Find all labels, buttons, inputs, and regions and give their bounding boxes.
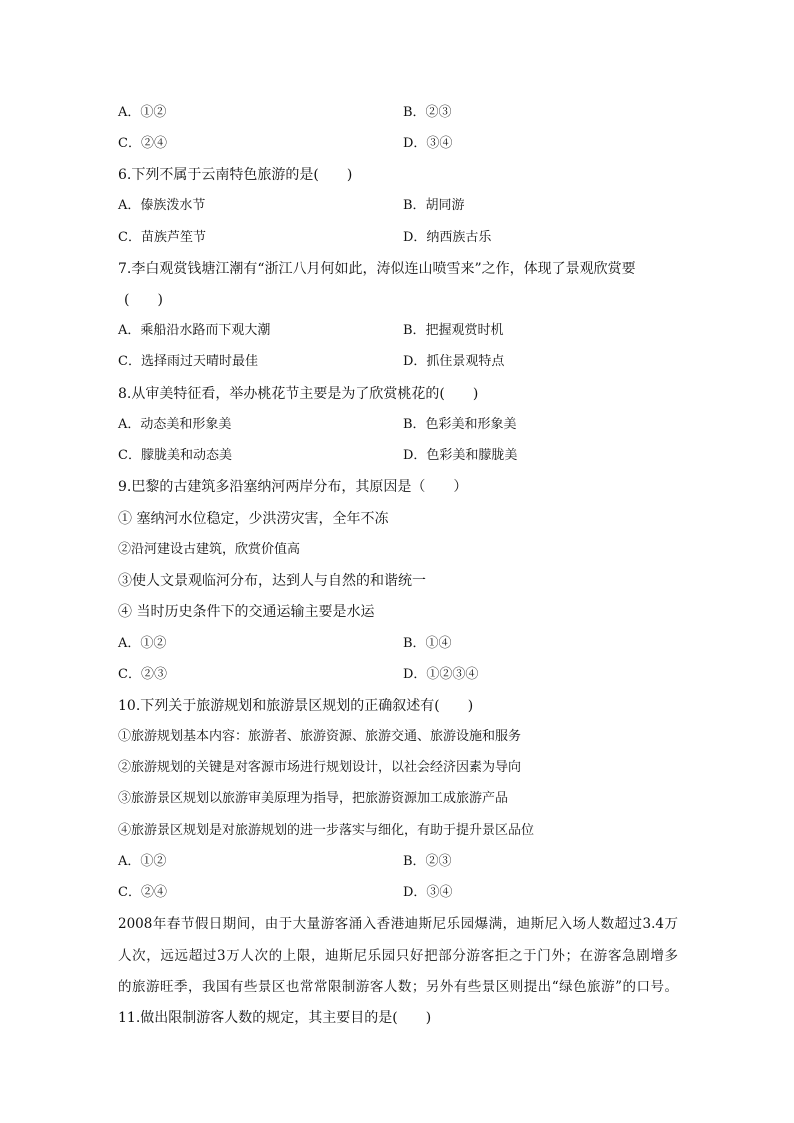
passage-line-2: 人次，远远超过3万人次的上限，迪斯尼乐园只好把部分游客拒之于门外；在游客急剧增多	[118, 948, 678, 964]
q11-stem: 11.做出限制游客人数的规定，其主要目的是( )	[118, 1010, 432, 1026]
q10-statement-2: ②旅游规划的关键是对客源市场进行规划设计，以社会经济因素为导向	[118, 760, 522, 775]
q10-statement-1: ①旅游规划基本内容：旅游者、旅游资源、旅游交通、旅游设施和服务	[118, 729, 522, 744]
q9-option-c: C．②③	[118, 667, 167, 682]
q8-option-b: B．色彩美和形象美	[403, 417, 517, 432]
q5-option-b: B．②③	[403, 105, 452, 120]
q9-option-b: B．①④	[403, 636, 452, 651]
q9-statement-3: ③使人文景观临河分布，达到人与自然的和谐统一	[118, 573, 426, 589]
q6-stem: 6.下列不属于云南特色旅游的是( )	[118, 167, 353, 183]
q7-option-c: C．选择雨过天晴时最佳	[118, 354, 258, 369]
q7-stem-blank: ( )	[124, 292, 163, 308]
q9-option-a: A．①②	[118, 636, 167, 651]
q9-statement-2: ②沿河建设古建筑，欣赏价值高	[118, 542, 301, 557]
q10-option-d: D．③④	[403, 885, 453, 900]
q8-stem: 8.从审美特征看，举办桃花节主要是为了欣赏桃花的( )	[118, 386, 479, 402]
q10-statement-4: ④旅游景区规划是对旅游规划的进一步落实与细化，有助于提升景区品位	[118, 823, 535, 838]
q6-option-c: C．苗族芦笙节	[118, 230, 206, 245]
q6-option-b: B．胡同游	[403, 198, 465, 213]
q6-option-d: D．纳西族古乐	[403, 230, 492, 245]
q8-option-a: A．动态美和形象美	[118, 417, 232, 432]
q8-option-c: C．朦胧美和动态美	[118, 448, 232, 463]
q9-option-d: D．①②③④	[403, 667, 479, 682]
passage-line-3: 的旅游旺季，我国有些景区也常常限制游客人数；另外有些景区则提出“绿色旅游”的口号。	[118, 979, 678, 995]
q10-option-a: A．①②	[118, 854, 167, 869]
q10-statement-3: ③旅游景区规划以旅游审美原理为指导，把旅游资源加工成旅游产品	[118, 791, 509, 806]
q5-option-a: A．①②	[118, 105, 167, 120]
q5-option-d: D．③④	[403, 136, 453, 151]
q9-stem: 9.巴黎的古建筑多沿塞纳河两岸分布，其原因是（ ）	[118, 479, 468, 495]
q5-option-c: C．②④	[118, 136, 167, 151]
q7-stem: 7.李白观赏钱塘江潮有“浙江八月何如此，涛似连山喷雪来”之作，体现了景观欣赏要	[118, 261, 636, 277]
q10-option-c: C．②④	[118, 885, 167, 900]
q7-option-b: B．把握观赏时机	[403, 323, 504, 338]
q8-option-d: D．色彩美和朦胧美	[403, 448, 518, 463]
q7-option-d: D．抓住景观特点	[403, 354, 505, 369]
passage-line-1: 2008年春节假日期间，由于大量游客涌入香港迪斯尼乐园爆满，迪斯尼入场人数超过3.4万	[118, 916, 678, 932]
q10-stem: 10.下列关于旅游规划和旅游景区规划的正确叙述有( )	[118, 698, 474, 714]
q10-option-b: B．②③	[403, 854, 452, 869]
q6-option-a: A．傣族泼水节	[118, 198, 206, 213]
q7-option-a: A．乘船沿水路而下观大潮	[118, 323, 271, 338]
q9-statement-1: ① 塞纳河水位稳定，少洪涝灾害，全年不冻	[118, 511, 389, 527]
q9-statement-4: ④ 当时历史条件下的交通运输主要是水运	[118, 604, 375, 620]
